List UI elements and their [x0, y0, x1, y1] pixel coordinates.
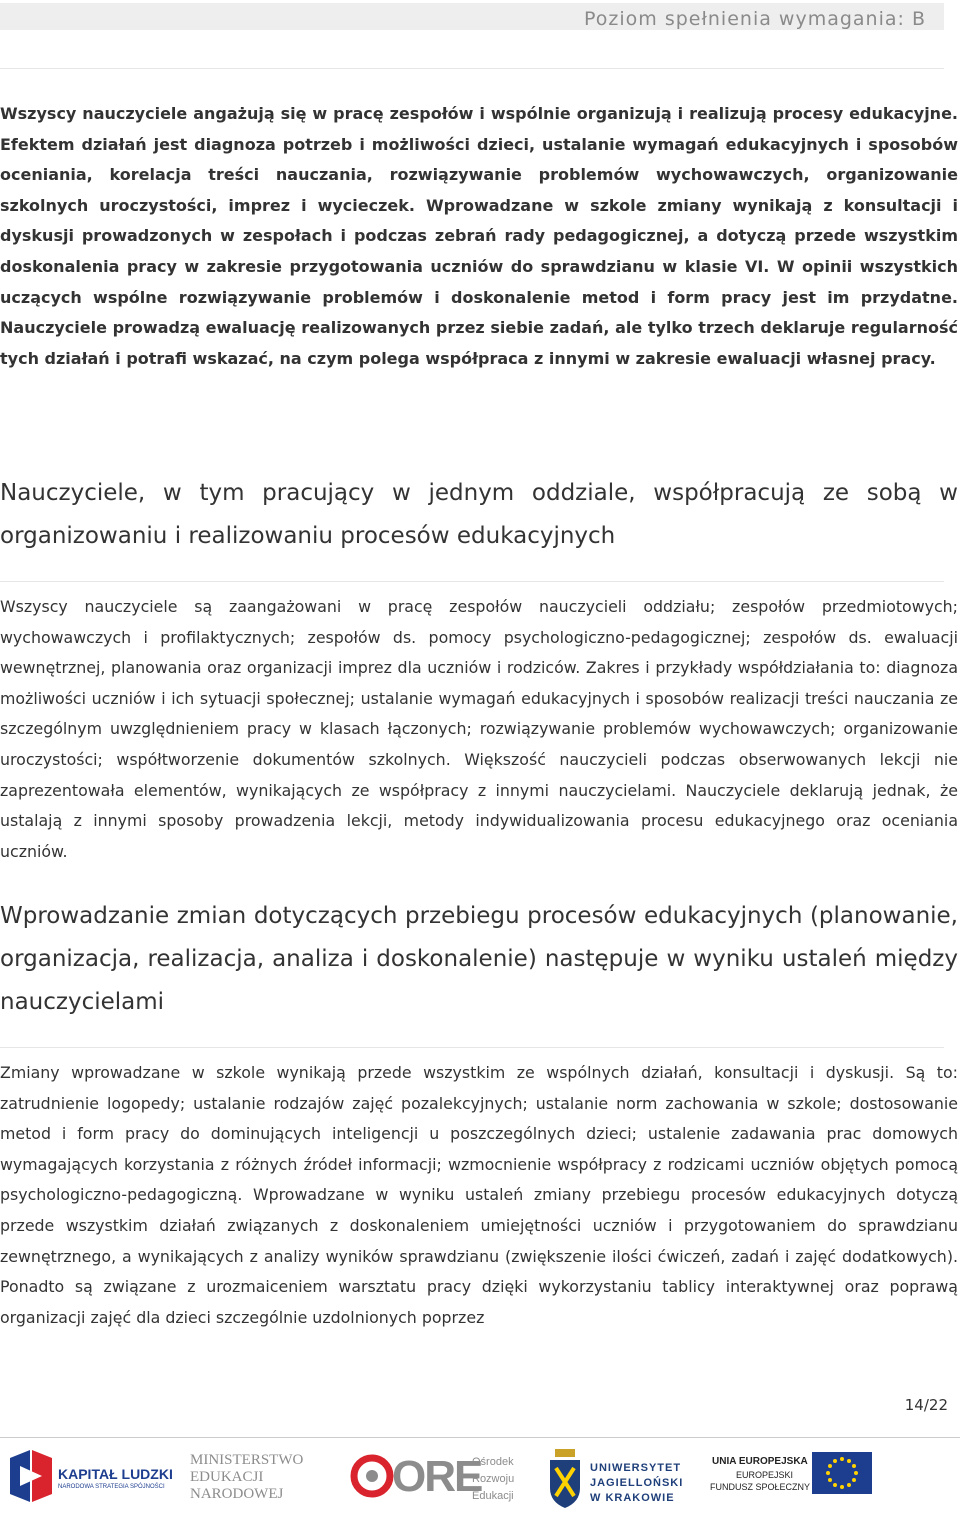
page-number: 14/22	[904, 1396, 948, 1414]
eu-flag-icon	[812, 1452, 872, 1494]
men-line-2: EDUKACJI	[190, 1469, 264, 1485]
section-divider	[0, 1047, 944, 1048]
kapital-ludzki-icon	[8, 1448, 54, 1504]
header-divider	[0, 68, 944, 69]
footer-logos	[0, 1448, 960, 1518]
uj-line-1: UNIWERSYTET	[590, 1462, 682, 1474]
uj-crest-icon	[546, 1448, 584, 1510]
eu-logo	[706, 1448, 956, 1514]
uj-logo	[546, 1448, 686, 1514]
ore-line-2: Rozwoju	[472, 1473, 515, 1485]
section-divider	[0, 581, 944, 582]
uj-line-3: W KRAKOWIE	[590, 1492, 675, 1504]
eu-line-2: EUROPEJSKI	[736, 1470, 794, 1480]
ore-ring-icon	[350, 1448, 394, 1504]
ore-logo	[350, 1448, 525, 1514]
eu-line-3: FUNDUSZ SPOŁECZNY	[710, 1482, 811, 1492]
section-heading-changes: Wprowadzanie zmian dotyczących przebiegu procesów edukacyjnych (planowanie, organizacja, realizacja, analiza i doskonalenie) następuje w wyniku ustaleń między nauczycielami	[0, 903, 958, 1015]
uj-line-2: JAGIELLOŃSKI	[590, 1477, 684, 1489]
ore-line-1: Ośrodek	[472, 1456, 514, 1468]
ore-mark: ORE	[392, 1452, 482, 1501]
ore-line-3: Edukacji	[472, 1490, 514, 1502]
kapital-ludzki-name: KAPITAŁ LUDZKI	[58, 1466, 173, 1482]
men-line-1: MINISTERSTWO	[190, 1452, 304, 1468]
men-logo	[190, 1448, 320, 1514]
section-paragraph-cooperation: Wszyscy nauczyciele są zaangażowani w pracę zespołów nauczycieli oddziału; zespołów przedmiotowych; wychowawczych i profilaktycznych; zespołów ds. pomocy psychologiczno-pedagogicznej; zespołów ds. ewaluacji wewnętrznej, planowania oraz organizacji imprez dla uczniów i rodziców. Zakres i przykłady współdziałania to: diagnoza możliwości uczniów i ich sytuacji społecznej; ustalanie wymagań edukacyjnych i sposobów realizacji treści nauczania ze szczególnym uwzględnieniem pracy w klasach łączonych; rozwiązywanie problemów wychowawczych; organizowanie uroczystości; współtworzenie dokumentów szkolnych. Większość nauczycieli podczas obserwowanych lekcji nie zaprezentowała elementów, wynikających ze współpracy z innymi nauczycielami. Nauczyciele deklarują jednak, że ustalają z innymi sposoby prowadzenia lekcji, metody indywidualizowania procesu edukacyjnego oraz oceniania uczniów.	[0, 597, 958, 861]
footer-divider	[0, 1437, 960, 1438]
summary-paragraph: Wszyscy nauczyciele angażują się w pracę zespołów i wspólnie organizują i realizują procesy edukacyjne. Efektem działań jest diagnoza potrzeb i możliwości dzieci, ustalanie wymagań edukacyjnych i sposobów oceniania, korelacja treści nauczania, rozwiązywanie problemów wychowawczych, organizowanie szkolnych uroczystości, imprez i wycieczek. Wprowadzane w szkole zmiany wynikają z konsultacji i dyskusji prowadzonych w zespołach i podczas zebrań rady pedagogicznej, a dotyczą przede wszystkim doskonalenia pracy w zakresie przygotowania uczniów do sprawdzianu w klasie VI. W opinii wszystkich uczących wspólne rozwiązywanie problemów i doskonalenie metod i form pracy jest im przydatne. Nauczyciele prowadzą ewaluację realizowanych przez siebie zadań, ale tylko trzech deklaruje regularność tych działań i potrafi wskazać, na czym polega współpraca z innymi w zakresie ewaluacji własnej pracy.	[0, 104, 958, 368]
eu-line-1: UNIA EUROPEJSKA	[712, 1456, 808, 1467]
section-heading-cooperation: Nauczyciele, w tym pracujący w jednym oddziale, współpracują ze sobą w organizowaniu i realizowaniu procesów edukacyjnych	[0, 480, 958, 549]
header-band	[0, 3, 944, 30]
men-line-3: NARODOWEJ	[190, 1486, 284, 1502]
section-paragraph-changes: Zmiany wprowadzane w szkole wynikają przede wszystkim ze wspólnych działań, konsultacji i dyskusji. Są to: zatrudnienie logopedy; ustalanie rodzajów zajęć pozalekcyjnych; ustalanie norm zachowania w szkole; dostosowanie metod i form pracy do dominujących inteligencji u poszczególnych dzieci; ustalenie zadawania prac domowych wymagających korzystania z różnych źródeł informacji; wzmocnienie współpracy z rodzicami uczniów objętych pomocą psychologiczno-pedagogiczną. Wprowadzane w wyniku ustaleń zmiany przebiegu procesów edukacyjnych dotyczą przede wszystkim działań związanych z doskonaleniem umiejętności uczniów i przygotowaniem do sprawdzianu zewnętrznego, a wynikających z analizy wyników sprawdzianu (zwiększenie ilości ćwiczeń, zadań i zajęć dodatkowych). Ponadto są związane z urozmaiceniem warsztatu pracy dzięki wykorzystaniu tablicy interaktywnej oraz poprawą organizacji zajęć dla dzieci szczególnie uzdolnionych poprzez	[0, 1063, 958, 1327]
kapital-ludzki-subtitle: NARODOWA STRATEGIA SPÓJNOŚCI	[58, 1484, 165, 1490]
header-title: Poziom spełnienia wymagania: B	[584, 8, 926, 30]
kapital-ludzki-logo	[8, 1448, 178, 1514]
